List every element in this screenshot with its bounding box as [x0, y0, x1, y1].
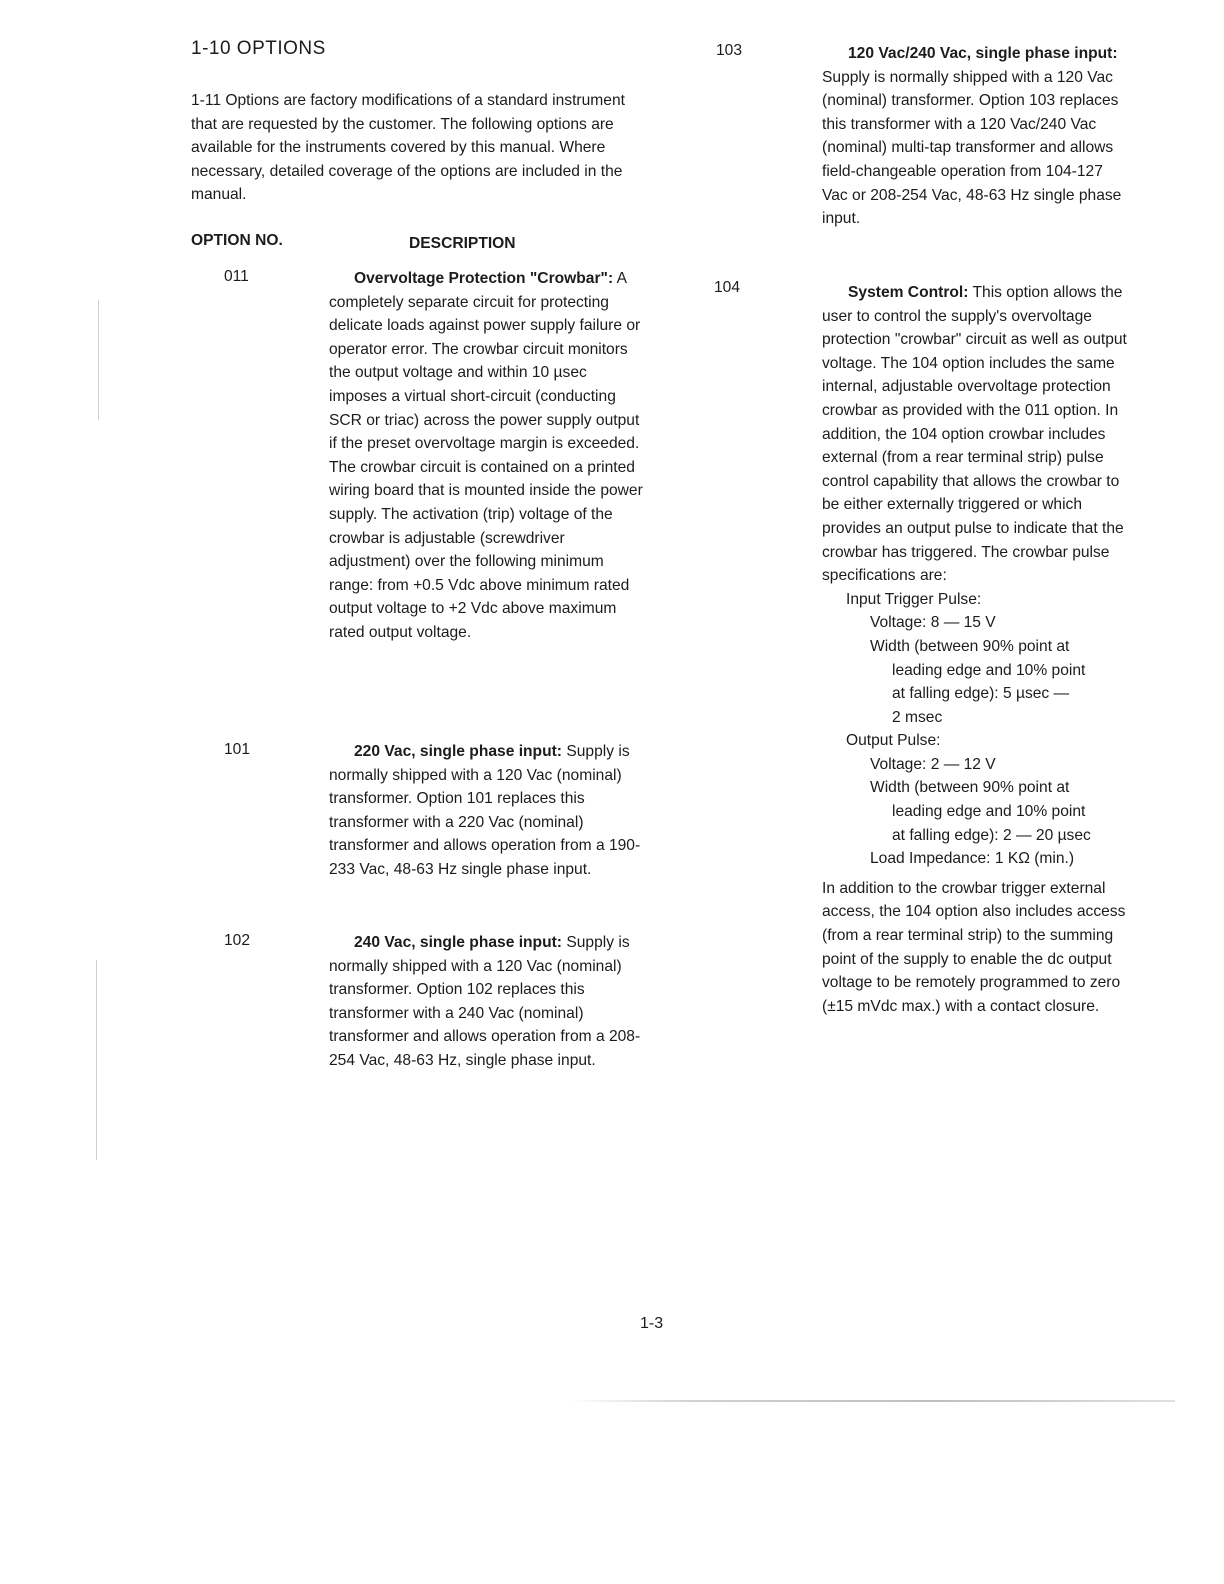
- option-number-104: 104: [714, 279, 741, 296]
- option-body-011: A completely separate circuit for protecting delicate loads against power supply failure or operator error. The crowbar circuit monitors the output voltage and within 10 µsec imposes a virtual short-circuit (conducting SCR or triac) across the power supply output if the preset overvoltage margin is exceeded. The crowbar circuit is contained on a printed wiring board that is mounted inside the power supply. The activation (trip) voltage of the crowbar is adjustable (screwdriver adjustment) over the following minimum range: from +0.5 Vdc above minimum rated output voltage to +2 Vdc above maximum rated output voltage.: [329, 270, 643, 641]
- section-title: 1-10 OPTIONS: [191, 38, 326, 59]
- option-intro-104: [822, 281, 1132, 588]
- option-heading-102: 240 Vac, single phase input:: [354, 934, 562, 951]
- option-description-104: [822, 281, 1132, 1018]
- spec-input-width-line4: 2 msec: [892, 708, 943, 726]
- spec-input-title: Input Trigger Pulse:: [846, 590, 982, 608]
- spec-output-voltage: Voltage: 2 — 12 V: [870, 755, 996, 773]
- spec-output-title: Output Pulse:: [846, 732, 941, 750]
- column-header-description: DESCRIPTION: [409, 235, 516, 252]
- option-number-103: 103: [716, 42, 743, 59]
- spec-input-width-line1: Width (between 90% point at: [870, 637, 1070, 655]
- option-description-102: [329, 931, 644, 1073]
- scan-bottom-edge: [570, 1400, 1175, 1402]
- option-number-011: 011: [224, 268, 249, 285]
- column-header-option-no: OPTION NO.: [191, 232, 283, 249]
- option-description-103: [822, 42, 1132, 231]
- option-description-011: [329, 267, 644, 645]
- option-heading-101: 220 Vac, single phase input:: [354, 743, 562, 760]
- page-number: 1-3: [640, 1315, 664, 1332]
- option-body-104: This option allows the user to control the supply's overvoltage protection "crowbar" circuit as well as output voltage. The 104 option includes the same internal, adjustable overvoltage protection crowbar as provided with the 011 option. In addition, the 104 option crowbar includes external (from a rear terminal strip) pulse control capability that allows the crowbar to be either externally triggered or which provides an output pulse to indicate that the crowbar has triggered. The crowbar pulse specifications are:: [822, 284, 1127, 585]
- spec-input-voltage: Voltage: 8 — 15 V: [870, 614, 996, 632]
- spec-input-width-line2: leading edge and 10% point: [892, 661, 1086, 679]
- intro-paragraph: 1-11 Options are factory modifications of a standard instrument that are requested by the customer. The following options are available for the instruments covered by this manual. Where necessary, detailed coverage of the options are included in the manual.: [191, 92, 625, 204]
- option-number-102: 102: [224, 932, 251, 949]
- option-number-101: 101: [224, 741, 251, 758]
- option-description-101: [329, 740, 644, 882]
- scan-margin-mark: [96, 960, 97, 1160]
- scan-margin-mark: [98, 300, 99, 420]
- option-body-102: Supply is normally shipped with a 120 Vac (nominal) transformer. Option 102 replaces this transformer with a 240 Vac (nominal) transformer and allows operation from a 208-254 Vac, 48-63 Hz, single phase input.: [329, 934, 641, 1069]
- spec-load-impedance: Load Impedance: 1 KΩ (min.): [870, 850, 1075, 868]
- option-heading-104: System Control:: [848, 284, 969, 301]
- option-body-103: Supply is normally shipped with a 120 Vac (nominal) transformer. Option 103 replaces this transformer with a 120 Vac/240 Vac (nominal) multi-tap transformer and allows field-changeable operation from 104-127 Vac or 208-254 Vac, 48-63 Hz single phase input.: [822, 68, 1122, 228]
- option-heading-103: 120 Vac/240 Vac, single phase input:: [848, 45, 1118, 62]
- option-body-101: Supply is normally shipped with a 120 Vac (nominal) transformer. Option 101 replaces this transformer with a 220 Vac (nominal) transformer and allows operation from a 190-233 Vac, 48-63 Hz single phase input.: [329, 743, 641, 878]
- spec-output-width-line2: leading edge and 10% point: [892, 803, 1086, 821]
- spec-output-width-line1: Width (between 90% point at: [870, 779, 1070, 797]
- option-heading-011: Overvoltage Protection "Crowbar":: [354, 270, 614, 287]
- option-closing-104: In addition to the crowbar trigger external access, the 104 option also includes access (from a rear terminal strip) to the summing point of the supply to enable the dc output voltage to be remotely programmed to zero (±15 mVdc max.) with a contact closure.: [822, 879, 1126, 1015]
- spec-output-width-line3: at falling edge): 2 — 20 µsec: [892, 826, 1091, 844]
- spec-input-width-line3: at falling edge): 5 µsec —: [892, 685, 1070, 703]
